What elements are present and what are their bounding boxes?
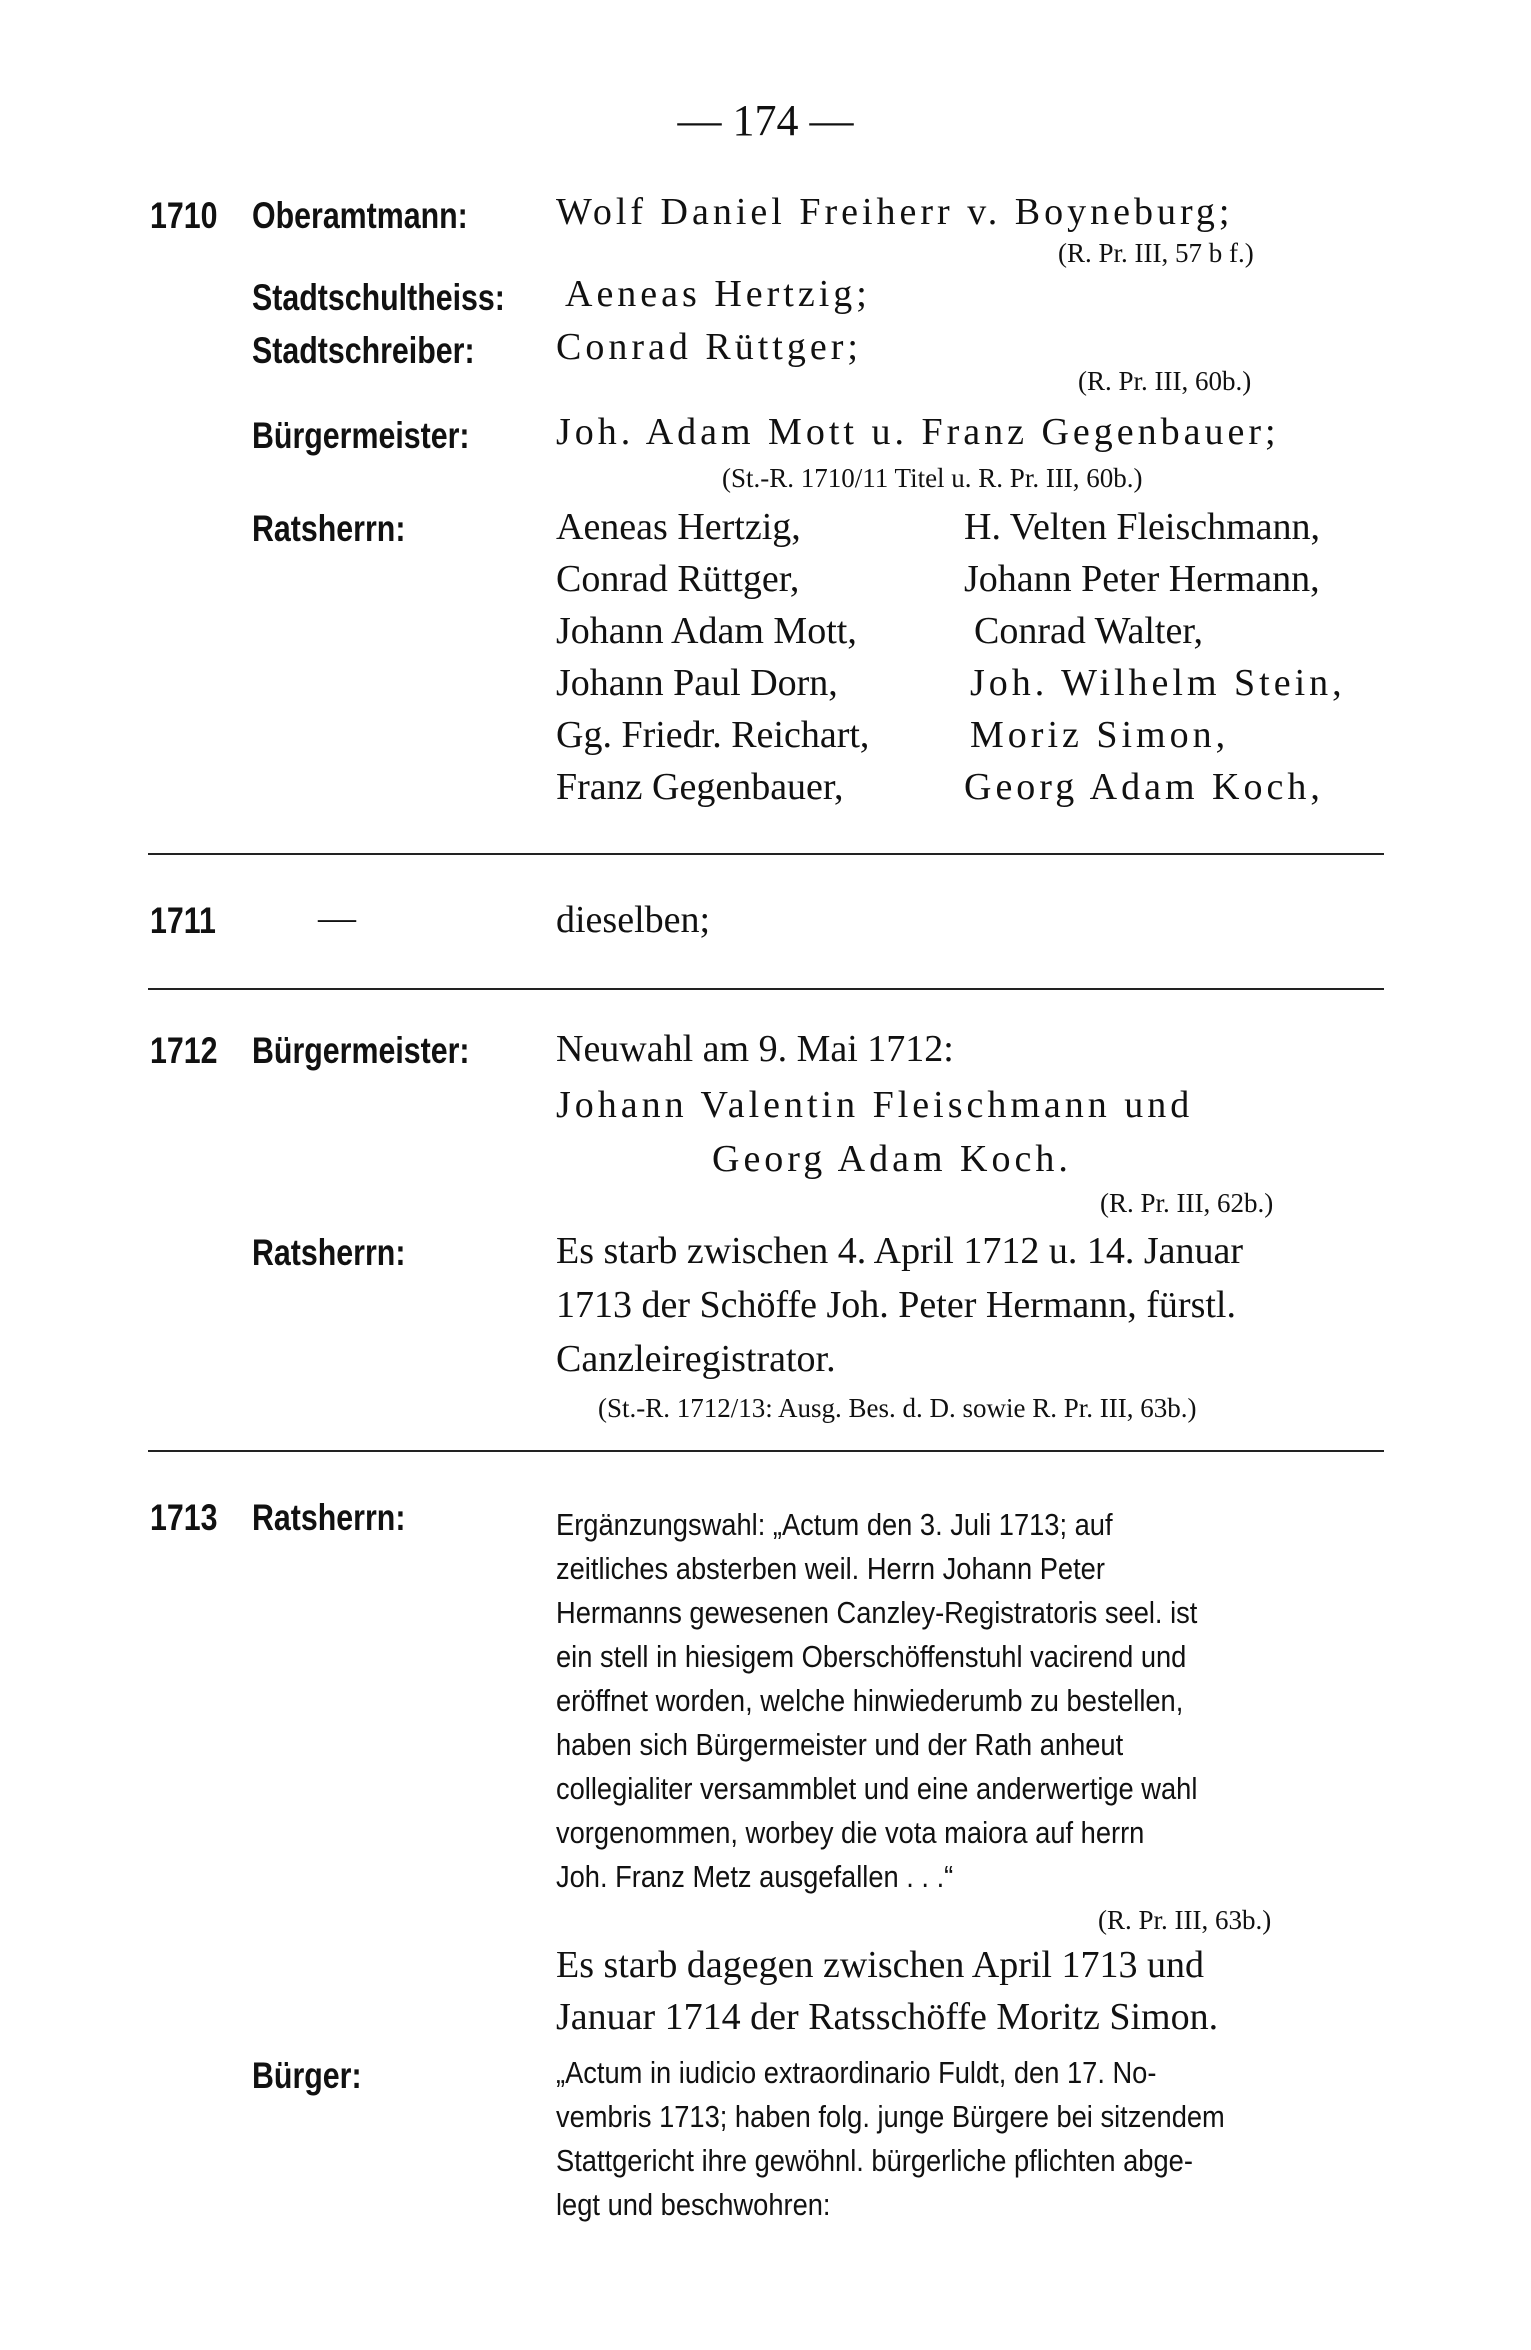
ratsherr-left: Franz Gegenbauer,: [556, 766, 844, 808]
schreiber-ref: (R. Pr. III, 60b.): [1078, 366, 1252, 396]
schreiber-name: Conrad Rüttger;: [556, 326, 862, 368]
death-note: 1713 der Schöffe Joh. Peter Hermann, fürstl.: [556, 1284, 1236, 1326]
oberamtmann-label: Oberamtmann:: [252, 195, 468, 236]
death-note: Es starb dagegen zwischen April 1713 und: [556, 1944, 1204, 1986]
quote-line: ein stell in hiesigem Oberschöffenstuhl vacirend und: [556, 1639, 1187, 1674]
year-1713: 1713: [150, 1497, 218, 1538]
quote-line: Joh. Franz Metz ausgefallen . . .“: [556, 1859, 954, 1894]
year-1712: 1712: [150, 1030, 218, 1071]
quote-line: vembris 1713; haben folg. junge Bürgere bei sitzendem: [556, 2099, 1225, 2134]
ratsherr-right: Johann Peter Hermann,: [964, 558, 1320, 600]
ratsherr-right: Moriz Simon,: [970, 714, 1230, 756]
ratsherr-left: Conrad Rüttger,: [556, 558, 800, 600]
quote-line: „Actum in iudicio extraordinario Fuldt, den 17. No-: [556, 2055, 1157, 2090]
election-names: Johann Valentin Fleischmann und: [556, 1084, 1194, 1126]
quote-line: Stattgericht ihre gewöhnl. bürgerliche pflichten abge-: [556, 2143, 1193, 2178]
quote-line: legt und beschwohren:: [556, 2187, 831, 2222]
buergermeister-label: Bürgermeister:: [252, 1030, 470, 1071]
ratsherr-left: Gg. Friedr. Reichart,: [556, 714, 870, 756]
death-note: Canzleiregistrator.: [556, 1338, 836, 1380]
buergermeister-ref: (St.-R. 1710/11 Titel u. R. Pr. III, 60b.): [722, 463, 1143, 493]
ratsherr-right: Georg Adam Koch,: [964, 766, 1324, 808]
ratsherrn-label: Ratsherrn:: [252, 1497, 406, 1538]
ratsherr-left: Aeneas Hertzig,: [556, 506, 801, 548]
ratsherr-right: Conrad Walter,: [974, 610, 1203, 652]
schultheiss-name: Aeneas Hertzig;: [565, 273, 871, 315]
ratsherr-left: Johann Paul Dorn,: [556, 662, 838, 704]
reference: (St.-R. 1712/13: Ausg. Bes. d. D. sowie R. Pr. III, 63b.): [598, 1393, 1197, 1423]
quote-line: zeitliches absterben weil. Herrn Johann Peter: [556, 1551, 1105, 1586]
dash: —: [318, 897, 356, 939]
year-1711: 1711: [150, 900, 216, 941]
quote-line: vorgenommen, worbey die vota maiora auf herrn: [556, 1815, 1145, 1850]
ratsherr-left: Johann Adam Mott,: [556, 610, 857, 652]
oberamtmann-ref: (R. Pr. III, 57 b f.): [1058, 238, 1254, 268]
quote-line: collegialiter versammblet und eine anderwertige wahl: [556, 1771, 1198, 1806]
reference: (R. Pr. III, 62b.): [1100, 1188, 1274, 1218]
ratsherrn-label: Ratsherrn:: [252, 508, 406, 549]
year-1710: 1710: [150, 195, 218, 236]
death-note: Es starb zwischen 4. April 1712 u. 14. Januar: [556, 1230, 1244, 1272]
quote-line: Hermanns gewesenen Canzley-Registratoris seel. ist: [556, 1595, 1198, 1630]
buerger-label: Bürger:: [252, 2055, 362, 2096]
election-line: Neuwahl am 9. Mai 1712:: [556, 1028, 954, 1070]
oberamtmann-name: Wolf Daniel Freiherr v. Boyneburg;: [556, 191, 1234, 233]
election-names: Georg Adam Koch.: [712, 1138, 1072, 1180]
page-number: — 174 —: [677, 96, 854, 145]
death-note: Januar 1714 der Ratsschöffe Moritz Simon.: [556, 1996, 1219, 2038]
section-divider: [148, 1450, 1384, 1452]
quote-line: haben sich Bürgermeister und der Rath anheut: [556, 1727, 1124, 1762]
ratsherrn-label: Ratsherrn:: [252, 1232, 406, 1273]
section-divider: [148, 988, 1384, 990]
buergermeister-label: Bürgermeister:: [252, 415, 470, 456]
ratsherr-right: Joh. Wilhelm Stein,: [970, 662, 1346, 704]
quote-line: Ergänzungswahl: „Actum den 3. Juli 1713; auf: [556, 1507, 1113, 1542]
ratsherr-right: H. Velten Fleischmann,: [964, 506, 1321, 548]
quote-line: eröffnet worden, welche hinwiederumb zu bestellen,: [556, 1683, 1184, 1718]
schreiber-label: Stadtschreiber:: [252, 330, 475, 371]
schultheiss-label: Stadtschultheiss:: [252, 277, 505, 318]
same-as-before: dieselben;: [556, 899, 711, 941]
reference: (R. Pr. III, 63b.): [1098, 1905, 1272, 1935]
buergermeister-name: Joh. Adam Mott u. Franz Gegenbauer;: [556, 411, 1280, 453]
section-divider: [148, 853, 1384, 855]
